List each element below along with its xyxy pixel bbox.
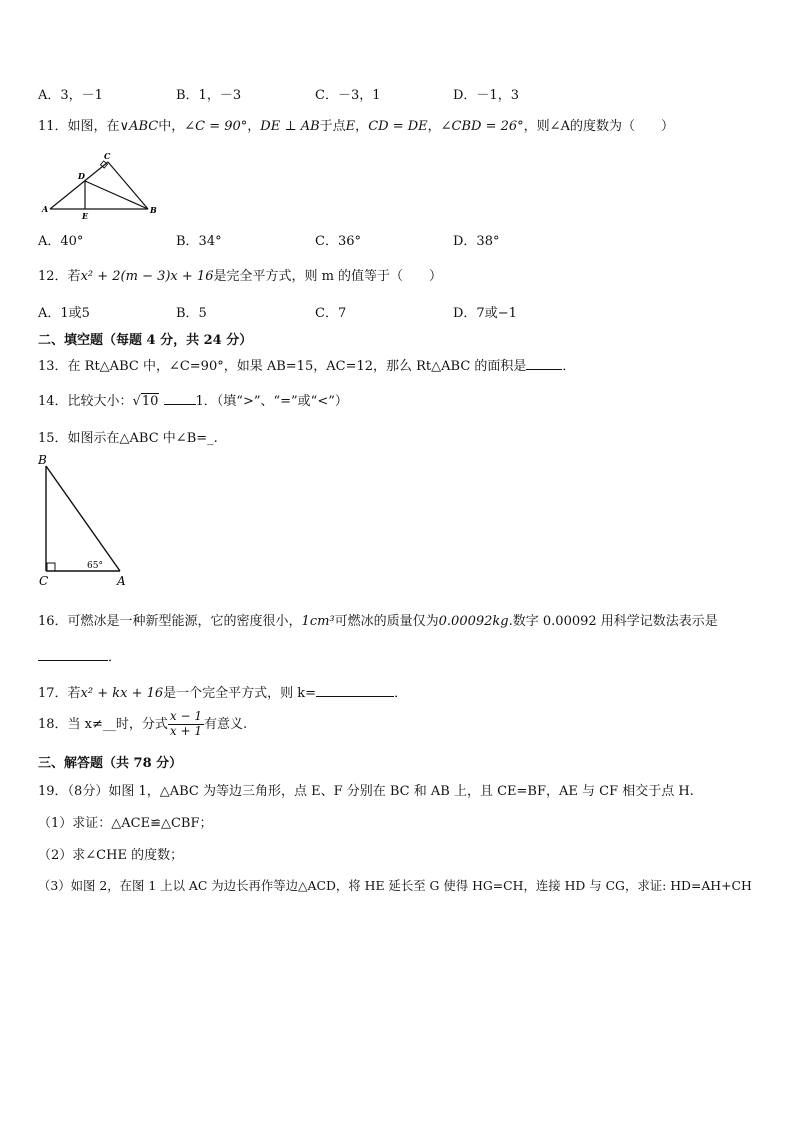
q13-stem xyxy=(38,355,575,374)
q15-label-b: B xyxy=(38,453,47,467)
q11-label-d: D xyxy=(78,171,85,181)
q18-denominator: x + 1 xyxy=(169,723,202,738)
q11-option-d: D．38° xyxy=(453,234,500,249)
q16-answer-blank[interactable] xyxy=(38,660,108,661)
q12-expression: x² + 2(m − 3)x + 16 xyxy=(80,269,214,284)
q18-numerator: x − 1 xyxy=(169,709,202,723)
q11-sep1: ， xyxy=(247,119,261,134)
q11-stem xyxy=(38,115,674,134)
q19-part2: （2）求∠CHE 的度数； xyxy=(38,848,184,863)
q11-option-c: C．36° xyxy=(315,234,361,249)
q12-stem xyxy=(38,265,442,284)
q11-option-b: B．34° xyxy=(176,234,222,249)
q14-mid: 1．（填“>”、“=”或“<”） xyxy=(195,394,348,409)
q15-label-c: C xyxy=(39,574,49,588)
q15-label-a: A xyxy=(117,574,126,588)
q11-triangle: ∨ABC xyxy=(119,119,159,134)
sqrt-icon: √ xyxy=(132,394,141,409)
q11-cond1: ∠C = 90° xyxy=(184,119,248,134)
q11-label-a: A xyxy=(42,204,49,214)
q15-angle-label: 65° xyxy=(87,561,103,571)
q16-post: .数字 0.00092 用科学记数法表示是 xyxy=(508,614,718,629)
q17-answer-blank[interactable] xyxy=(316,696,394,697)
q16-end: ． xyxy=(108,650,122,665)
section-solution-heading: 三、解答题（共 78 分） xyxy=(38,756,183,771)
q10-option-d: D．－1，3 xyxy=(453,88,519,103)
section-fill-in-blank-heading: 二、填空题（每题 4 分，共 24 分） xyxy=(38,333,253,348)
q11-figure xyxy=(38,150,158,222)
q10-option-a: A．3，－1 xyxy=(38,88,103,103)
q12-option-d: D．7或−1 xyxy=(453,306,517,321)
q15-right-angle-mark xyxy=(47,563,55,571)
q16-pre: 16．可燃冰是一种新型能源，它的密度很小， xyxy=(38,614,302,629)
q12-option-a: A．1或5 xyxy=(38,306,90,321)
q15-figure xyxy=(34,452,134,588)
q11-point-e: E xyxy=(345,119,356,134)
q17-stem xyxy=(38,682,407,701)
q11-cond2: DE ⊥ AB xyxy=(260,119,320,134)
q15-stem: 15．如图示在△ABC 中∠B=_. xyxy=(38,431,218,446)
q11-side-cb xyxy=(108,162,148,209)
q11-stem-mid1: 中， xyxy=(158,119,185,134)
q11-side-ac xyxy=(50,162,108,209)
q17-end: ． xyxy=(394,686,408,701)
q16-unit: 1cm³ xyxy=(301,614,335,629)
q11-label-e: E xyxy=(82,211,89,221)
q15-side-ba xyxy=(46,466,120,571)
q14-pre: 14．比较大小： xyxy=(38,394,133,409)
q12-option-b: B．5 xyxy=(176,306,207,321)
q11-cond3: CD = DE xyxy=(368,119,428,134)
q17-mid: 是一个完全平方式，则 k= xyxy=(163,686,317,701)
q12-option-c: C．7 xyxy=(315,306,347,321)
q11-stem-pre: 如图，在 xyxy=(67,119,120,134)
q16-mid: 可燃冰的质量仅为 xyxy=(334,614,439,629)
q11-number: 11． xyxy=(38,119,68,134)
q11-sep2: ， xyxy=(355,119,369,134)
q18-pre: 18．当 x≠__时，分式 xyxy=(38,716,168,732)
q11-sep3: ， xyxy=(427,119,441,134)
q17-expression: x² + kx + 16 xyxy=(80,686,164,701)
q10-option-b: B．1，－3 xyxy=(176,88,242,103)
q14-stem xyxy=(38,390,348,409)
q11-label-b: B xyxy=(150,205,157,215)
q18-post: 有意义. xyxy=(204,716,248,732)
q13-text: 13．在 Rt△ABC 中，∠C=90°，如果 AB=15，AC=12，那么 Rt△ABC 的面积是 xyxy=(38,359,527,374)
q14-answer-blank[interactable] xyxy=(164,404,196,405)
q13-end: ． xyxy=(562,359,576,374)
q18-stem xyxy=(38,710,247,739)
q12-pre: 若 xyxy=(67,269,81,284)
q10-option-c: C．－3，1 xyxy=(315,88,381,103)
q11-option-a: A．40° xyxy=(38,234,84,249)
q16-stem xyxy=(38,610,718,629)
q11-segment-db xyxy=(85,181,148,209)
q18-fraction xyxy=(168,710,204,739)
q16-answer-line xyxy=(38,646,121,665)
q13-answer-blank[interactable] xyxy=(526,369,562,370)
q14-radicand: 10 xyxy=(141,394,159,409)
q19-part1: （1）求证：△ACE≌△CBF； xyxy=(38,816,213,831)
q17-pre: 17．若 xyxy=(38,686,81,701)
q11-stem-mid2: 于点 xyxy=(319,119,346,134)
q12-number: 12． xyxy=(38,269,68,284)
q11-cond4: ∠CBD = 26° xyxy=(440,119,524,134)
q12-post: 是完全平方式，则 m 的值等于（ ） xyxy=(213,269,443,284)
q16-mass: 0.00092kg xyxy=(438,614,509,629)
q19-part3: （3）如图 2，在图 1 上以 AC 为边长再作等边△ACD，将 HE 延长至 G 使得 HG=CH，连接 HD 与 CG，求证: HD=AH+CH xyxy=(38,878,752,893)
q11-label-c: C xyxy=(104,151,111,161)
q19-stem: 19．（8分）如图 1，△ABC 为等边三角形，点 E、F 分别在 BC 和 AB 上，且 CE=BF，AE 与 CF 相交于点 H. xyxy=(38,784,694,799)
q11-stem-end: ，则∠A的度数为（ ） xyxy=(523,119,674,134)
